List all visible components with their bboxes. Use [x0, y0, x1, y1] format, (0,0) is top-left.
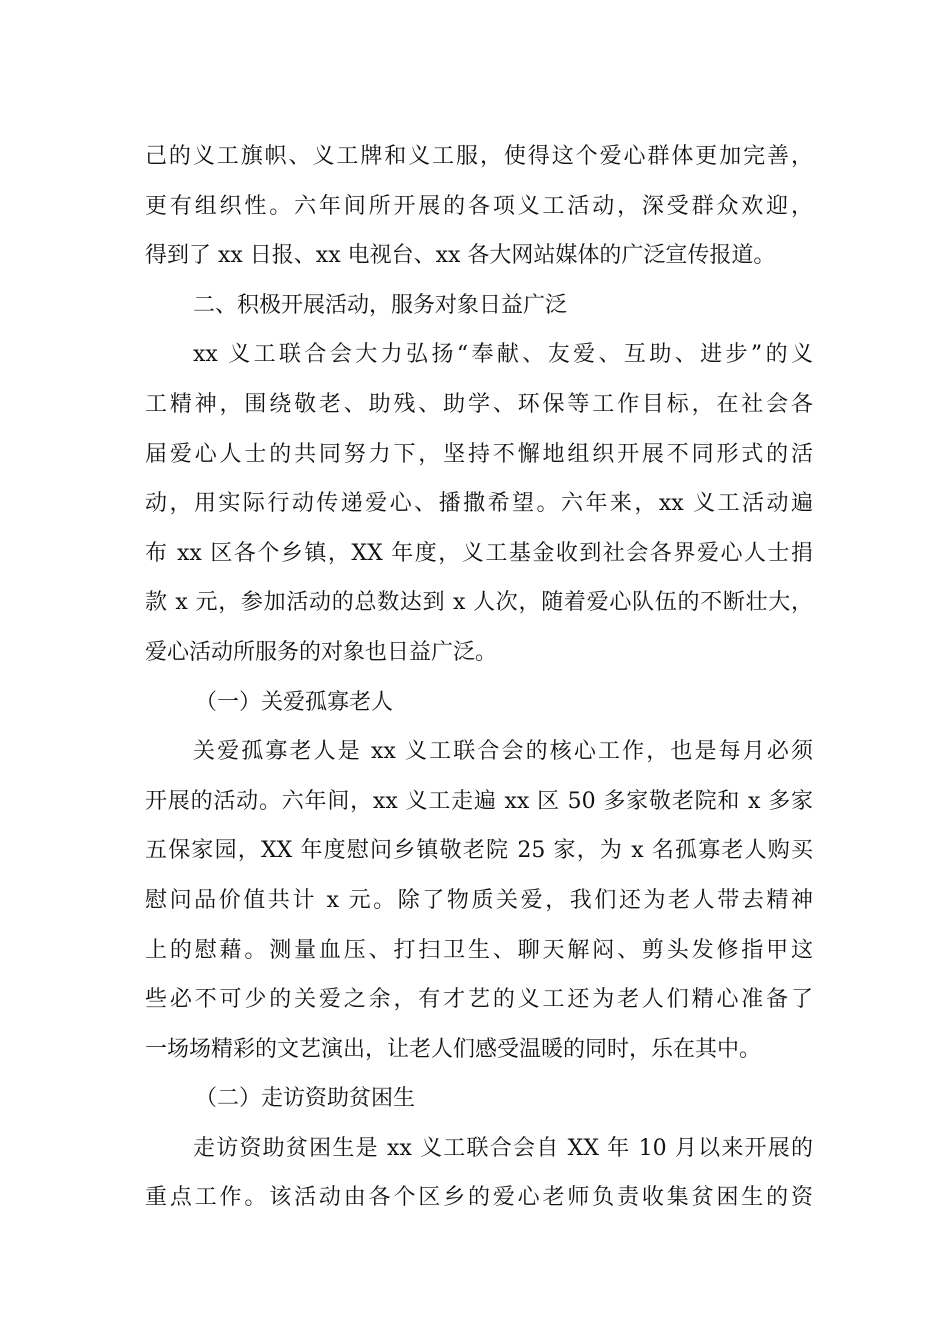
- text-line: 慰问品价值共计 x 元。除了物质关爱，我们还为老人带去精神: [145, 887, 813, 913]
- text-line: 动，用实际行动传递爱心、播撒希望。六年来，xx 义工活动遍: [145, 491, 813, 517]
- document-body: [145, 132, 813, 1223]
- text-line: 得到了 xx 日报、xx 电视台、xx 各大网站媒体的广泛宣传报道。: [145, 243, 776, 269]
- text-line: 重点工作。该活动由各个区乡的爱心老师负责收集贫困生的资: [145, 1185, 813, 1211]
- text-line: 爱心活动所服务的对象也日益广泛。: [145, 639, 498, 665]
- subsection-heading: （二）走访资助贫困生: [195, 1086, 416, 1112]
- text-line: 走访资助贫困生是 xx 义工联合会自 XX 年 10 月以来开展的: [193, 1135, 813, 1161]
- subsection-heading: （一）关爱孤寡老人: [195, 689, 394, 715]
- text-line: 五保家园，XX 年度慰问乡镇敬老院 25 家，为 x 名孤寡老人购买: [145, 838, 813, 864]
- text-line: xx 义工联合会大力弘扬“奉献、友爱、互助、进步”的义: [193, 342, 813, 368]
- text-line: 届爱心人士的共同努力下，坚持不懈地组织开展不同形式的活: [145, 441, 813, 467]
- text-line: 更有组织性。六年间所开展的各项义工活动，深受群众欢迎，: [145, 193, 813, 219]
- text-line: 工精神，围绕敬老、助残、助学、环保等工作目标，在社会各: [145, 391, 813, 417]
- text-line: 布 xx 区各个乡镇，XX 年度，义工基金收到社会各界爱心人士捐: [145, 540, 813, 566]
- text-line: 些必不可少的关爱之余，有才艺的义工还为老人们精心准备了: [145, 987, 813, 1013]
- text-line: 己的义工旗帜、义工牌和义工服，使得这个爱心群体更加完善，: [145, 144, 813, 169]
- text-line: 一场场精彩的文艺演出，让老人们感受温暖的同时，乐在其中。: [145, 1036, 762, 1062]
- text-line: 开展的活动。六年间，xx 义工走遍 xx 区 50 多家敬老院和 x 多家: [145, 788, 813, 814]
- text-line: 关爱孤寡老人是 xx 义工联合会的核心工作，也是每月必须: [193, 739, 813, 765]
- text-line: 款 x 元，参加活动的总数达到 x 人次，随着爱心队伍的不断壮大，: [145, 590, 813, 616]
- section-heading: 二、积极开展活动，服务对象日益广泛: [193, 292, 568, 318]
- text-line: 上的慰藉。测量血压、打扫卫生、聊天解闷、剪头发修指甲这: [145, 937, 813, 963]
